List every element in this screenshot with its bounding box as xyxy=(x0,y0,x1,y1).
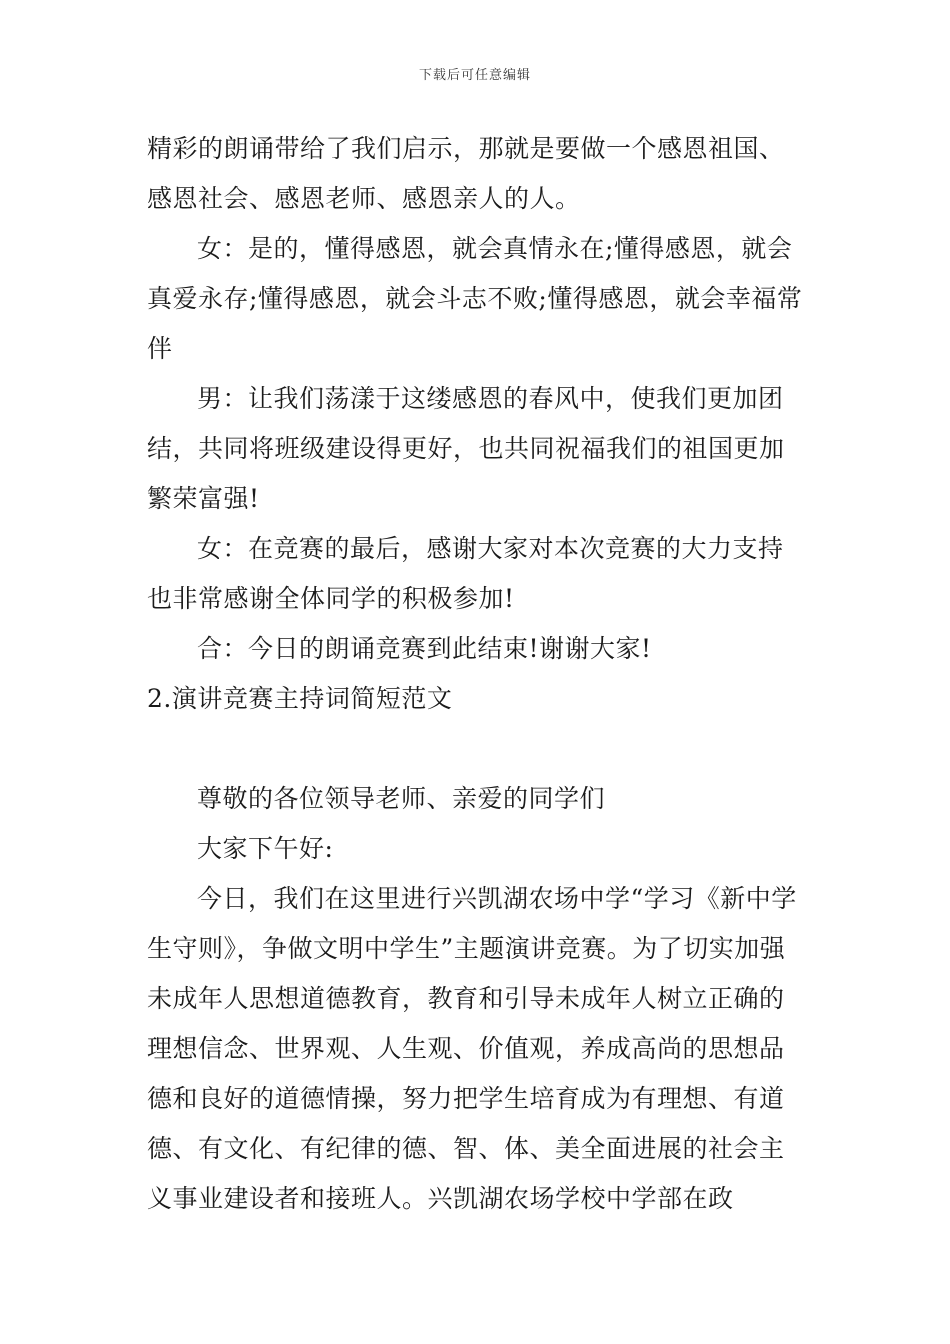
paragraph-5: 合：今日的朗诵竞赛到此结束!谢谢大家! xyxy=(197,634,652,663)
section-heading: 2.演讲竞赛主持词简短范文 xyxy=(147,684,453,713)
paragraph-2: 女：是的，懂得感恩，就会真情永在;懂得感恩，就会真爱永存;懂得感恩，就会斗志不败;懂得感恩，就会幸福常伴 xyxy=(147,234,803,363)
paragraph-7: 大家下午好: xyxy=(197,834,334,863)
page-header-note: 下载后可任意编辑 xyxy=(418,68,531,83)
paragraph-8: 今日，我们在这里进行兴凯湖农场中学“学习《新中学生守则》，争做文明中学生”主题演讲竞赛。为了切实加强未成年人思想道德教育，教育和引导未成年人树立正确的理想信念、世界观、人生观、价值观，养成高尚的思想品德和良好的道德情操，努力把学生培育成为有理想、有道德、有文化、有纪律的德、智、体、美全面进展的社会主义事业建设者和接班人。兴凯湖农场学校中学部在政 xyxy=(147,884,797,1213)
paragraph-1: 精彩的朗诵带给了我们启示，那就是要做一个感恩祖国、感恩社会、感恩老师、感恩亲人的人。 xyxy=(147,134,785,213)
paragraph-4: 女：在竞赛的最后，感谢大家对本次竞赛的大力支持也非常感谢全体同学的积极参加! xyxy=(147,534,784,613)
blank-line xyxy=(147,724,807,774)
document-body xyxy=(147,124,807,1224)
paragraph-6: 尊敬的各位领导老师、亲爱的同学们 xyxy=(197,784,606,813)
paragraph-3: 男：让我们荡漾于这缕感恩的春风中，使我们更加团结，共同将班级建设得更好，也共同祝福我们的祖国更加繁荣富强! xyxy=(147,384,785,513)
